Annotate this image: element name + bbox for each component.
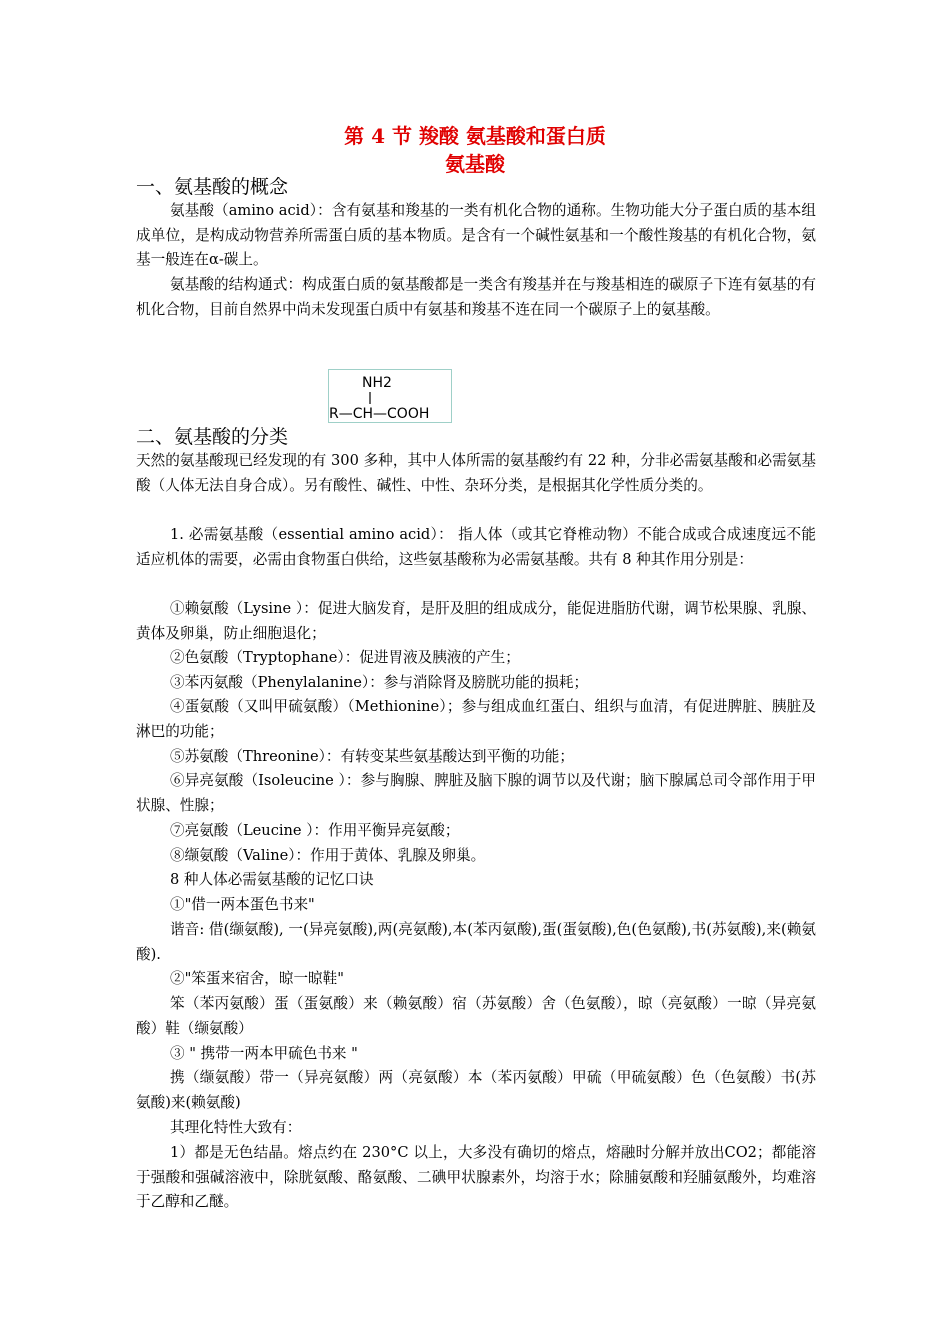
essential-item-valine: ⑧缬氨酸（Valine）：作用于黄体、乳腺及卵巢。 (170, 847, 486, 864)
mnemonic-3: ③ " 携带一两本甲硫色书来 " (170, 1045, 358, 1062)
mnemonic-2-explanation: 笨（苯丙氨酸）蛋（蛋氨酸）来（赖氨酸）宿（苏氨酸）舍（色氨酸），晾（亮氨酸）一晾（异亮氨酸）鞋（缬氨酸） (136, 995, 816, 1037)
subtitle: 氨基酸 (445, 152, 505, 176)
formula-chain: R—CH—COOH (329, 406, 430, 422)
essential-item-methionine: ④蛋氨酸（又叫甲硫氨酸）（Methionine）；参与组成血红蛋白、组织与血清，有促进脾脏、胰脏及淋巴的功能； (136, 698, 816, 740)
essential-item-lysine: ①赖氨酸（Lysine ）：促进大脑发育，是肝及胆的组成成分，能促进脂肪代谢，调节松果腺、乳腺、黄体及卵巢，防止细胞退化； (136, 600, 816, 642)
mnemonic-3-explanation: 携（缬氨酸）带一（异亮氨酸）两（亮氨酸）本（苯丙氨酸）甲硫（甲硫氨酸）色（色氨酸）书(苏氨酸)来(赖氨酸) (136, 1069, 816, 1111)
paragraph-essential-intro: 1. 必需氨基酸（essential amino acid）： 指人体（或其它脊椎动物）不能合成或合成速度远不能适应机体的需要，必需由食物蛋白供给，这些氨基酸称为必需氨基酸。共有 8 种其作用分别是： (136, 526, 816, 568)
essential-item-isoleucine: ⑥异亮氨酸（Isoleucine ）：参与胸腺、脾脏及脑下腺的调节以及代谢；脑下腺属总司令部作用于甲状腺、性腺； (136, 772, 816, 814)
section-heading-concept: 一、氨基酸的概念 (136, 176, 289, 198)
section-heading-classification: 二、氨基酸的分类 (136, 426, 289, 448)
amino-acid-formula (328, 369, 452, 423)
essential-item-threonine: ⑤苏氨酸（Threonine）：有转变某些氨基酸达到平衡的功能； (170, 748, 574, 765)
paragraph-structure: 氨基酸的结构通式：构成蛋白质的氨基酸都是一类含有羧基并在与羧基相连的碳原子下连有氨基的有机化合物，目前自然界中尚未发现蛋白质中有氨基和羧基不连在同一个碳原子上的氨基酸。 (136, 276, 816, 318)
essential-item-leucine: ⑦亮氨酸（Leucine ）：作用平衡异亮氨酸； (170, 822, 460, 839)
chapter-title: 第 4 节 羧酸 氨基酸和蛋白质 (344, 124, 606, 148)
essential-item-phenylalanine: ③苯丙氨酸（Phenylalanine）：参与消除肾及膀胱功能的损耗； (170, 674, 589, 691)
mnemonic-1-explanation: 谐音: 借(缬氨酸), 一(异亮氨酸),两(亮氨酸),本(苯丙氨酸),蛋(蛋氨酸),色(色氨酸),书(苏氨酸),来(赖氨酸). (136, 921, 816, 963)
paragraph-definition: 氨基酸（amino acid）：含有氨基和羧基的一类有机化合物的通称。生物功能大分子蛋白质的基本组成单位，是构成动物营养所需蛋白质的基本物质。是含有一个碱性氨基和一个酸性羧基的有机化合物，氨基一般连在α-碳上。 (136, 202, 816, 269)
mnemonic-1: ①"借一两本蛋色书来" (170, 896, 315, 913)
paragraph-classification-intro: 天然的氨基酸现已经发现的有 300 多种，其中人体所需的氨基酸约有 22 种，分非必需氨基酸和必需氨基酸（人体无法自身合成）。另有酸性、碱性、中性、杂环分类，是根据其化学性质分类的。 (136, 452, 816, 494)
mnemonic-title: 8 种人体必需氨基酸的记忆口诀 (170, 871, 374, 888)
properties-title: 其理化特性大致有： (170, 1119, 302, 1136)
mnemonic-2: ②"笨蛋来宿舍，晾一晾鞋" (170, 970, 344, 987)
properties-paragraph-1: 1）都是无色结晶。熔点约在 230°C 以上，大多没有确切的熔点，熔融时分解并放出CO2；都能溶于强酸和强碱溶液中，除胱氨酸、酪氨酸、二碘甲状腺素外，均溶于水；除脯氨酸和羟脯氨酸外，均难溶于乙醇和乙醚。 (136, 1144, 816, 1211)
essential-item-tryptophane: ②色氨酸（Tryptophane）：促进胃液及胰液的产生； (170, 649, 520, 666)
formula-nh2: NH2 (362, 375, 392, 391)
